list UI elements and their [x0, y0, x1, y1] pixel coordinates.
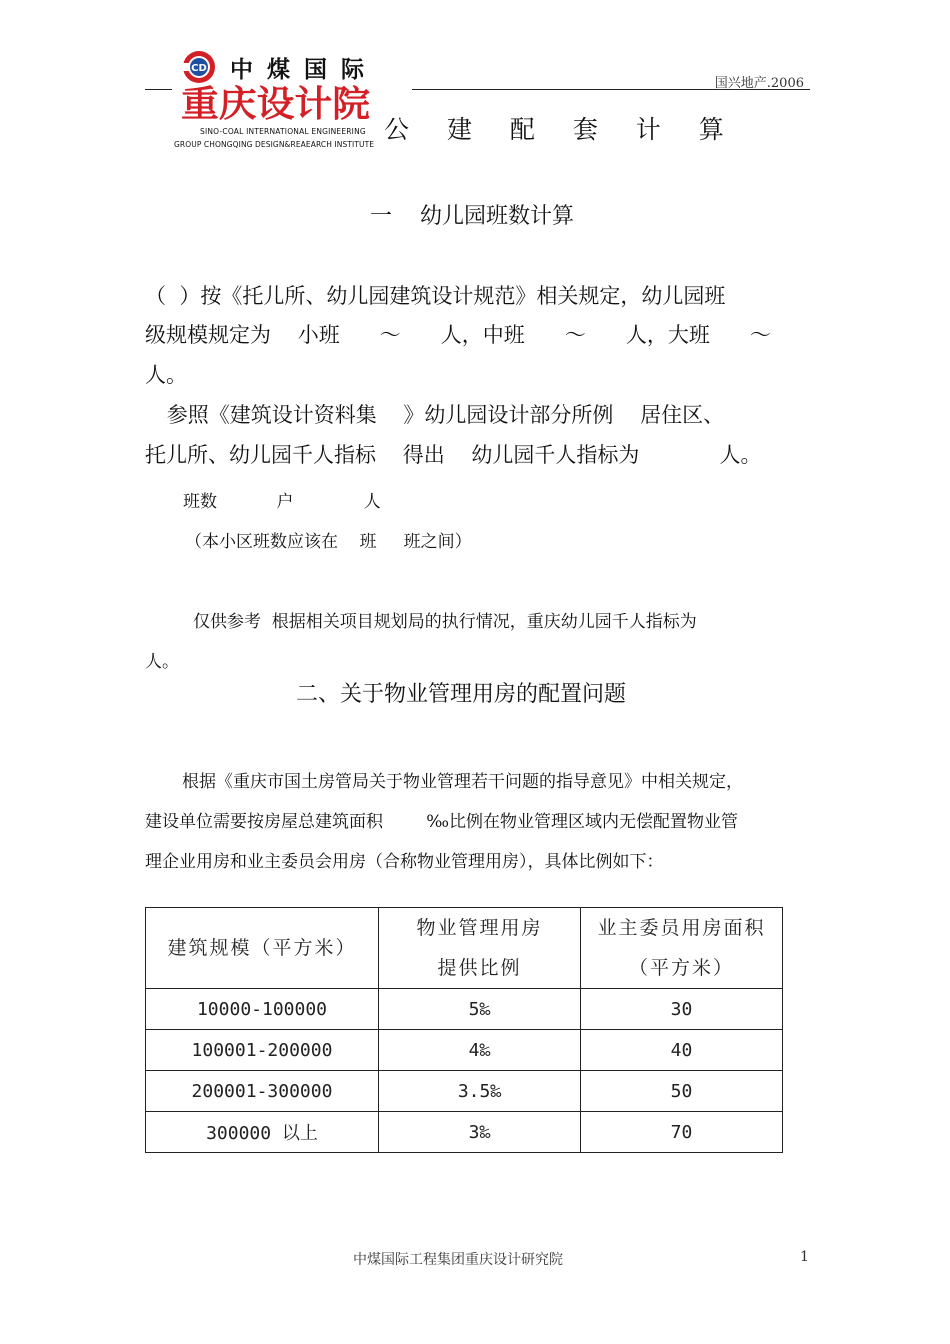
table-row [146, 989, 783, 1030]
section1-para2-line1: 参照《建筑设计资料集 》幼儿园设计部分所例 居住区、 [140, 403, 725, 427]
page-number: 1 [800, 1249, 809, 1265]
section1-para1-line1: （ ）按《托儿所、幼儿园建筑设计规范》相关规定，幼儿园班 [145, 284, 726, 308]
footer-org: 中煤国际工程集团重庆设计研究院 [353, 1252, 563, 1268]
table-header-line: （平方米） [628, 957, 734, 979]
section1-para1-line2: 级规模规定为 小班 ～ 人，中班 ～ 人，大班 ～ [145, 323, 771, 347]
property-management-ratio-table [145, 907, 783, 1153]
table-header-cell: 建筑规模（平方米） [146, 908, 379, 989]
table-cell: 4‰ [379, 1030, 581, 1071]
table-cell: 50 [581, 1071, 783, 1112]
table-cell: 100001-200000 [146, 1030, 379, 1071]
section1-ref-line1: 仅供参考 根据相关项目规划局的执行情况，重庆幼儿园千人指标为 [193, 612, 697, 632]
table-header-cell [379, 908, 581, 989]
section2-heading: 二、关于物业管理用房的配置问题 [296, 682, 627, 707]
table-cell: 200001-300000 [146, 1071, 379, 1112]
table-cell: 5‰ [379, 989, 581, 1030]
logo-english-line-2: GROUP CHONGQING DESIGN&REAEARCH INSTITUTE [174, 140, 375, 149]
table-header-line: 提供比例 [437, 957, 522, 979]
table-header-line: 物业管理用房 [416, 917, 543, 939]
header-right-text: 国兴地产.2006 [714, 76, 804, 91]
table-cell: 3‰ [379, 1112, 581, 1153]
table-cell: 300000 以上 [146, 1112, 379, 1153]
table-cell: 40 [581, 1030, 783, 1071]
svg-text:CD: CD [191, 63, 207, 74]
table-cell: 10000-100000 [146, 989, 379, 1030]
section2-para-line3: 理企业用房和业主委员会用房（合称物业管理用房），具体比例如下： [145, 852, 664, 872]
table-cell: 70 [581, 1112, 783, 1153]
table-header-line: 业主委员用房面积 [597, 917, 766, 939]
section1-ref-line2: 人。 [145, 652, 179, 672]
table-cell: 3.5‰ [379, 1071, 581, 1112]
section1-note-line: （本小区班数应该在 班 班之间） [185, 532, 472, 552]
logo-english-line-1: SINO-COAL INTERNATIONAL ENGINEERING [200, 127, 366, 136]
table-header-row [146, 908, 783, 989]
document-title: 公 建 配 套 计 算 [384, 115, 739, 144]
section2-para-line1: 根据《重庆市国土房管局关于物业管理若干问题的指导意见》中相关规定， [182, 772, 743, 792]
logo-top-text: 中煤国际 [230, 57, 378, 83]
table-header-cell [581, 908, 783, 989]
table-row [146, 1030, 783, 1071]
section1-calc-line: 班数 户 人 [183, 492, 381, 512]
section1-para1-line3: 人。 [145, 363, 187, 387]
table-row [146, 1071, 783, 1112]
logo-main-text: 重庆设计院 [181, 84, 371, 125]
table-cell: 30 [581, 989, 783, 1030]
cd-logo-mark-icon [182, 50, 216, 84]
section1-para2-line2: 托儿所、幼儿园千人指标 得出 幼儿园千人指标为 人。 [145, 443, 762, 467]
section1-heading: 一 幼儿园班数计算 [370, 204, 574, 229]
section2-para-line2: 建设单位需要按房屋总建筑面积 ‰比例在物业管理区域内无偿配置物业管 [145, 812, 739, 832]
table-row [146, 1112, 783, 1153]
company-logo [172, 45, 412, 153]
